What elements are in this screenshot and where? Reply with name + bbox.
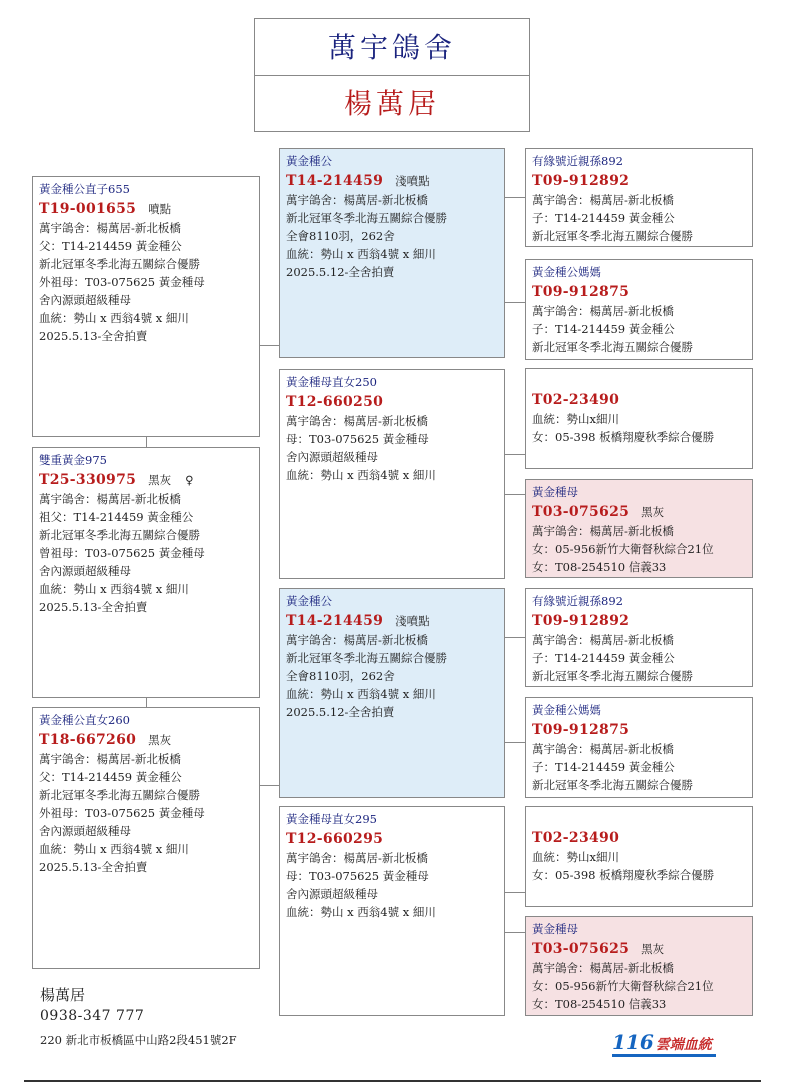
info-line: 血統：勢山x細川	[532, 412, 619, 426]
info-line: 萬宇鴿舍：楊萬居-新北板橋	[532, 524, 674, 538]
ring-number: T14-214459	[286, 173, 384, 189]
ring-number: T03-075625	[532, 941, 630, 957]
pigeon-card-sire2[interactable]	[279, 588, 505, 798]
feather-color: 淺噴點	[395, 614, 430, 628]
bottom-divider	[24, 1080, 761, 1082]
pigeon-name: 黃金種公	[286, 154, 332, 168]
pigeon-name: 有緣號近親孫892	[532, 594, 623, 608]
footer-address: 220 新北市板橋區中山路2段451號2F	[40, 1033, 237, 1047]
info-line: 母：T03-075625 黃金種母	[286, 432, 429, 446]
info-line: 舍內源頭超級種母	[39, 293, 131, 307]
pigeon-name: 黃金種公媽媽	[532, 265, 601, 279]
pigeon-name: 黃金種母直女295	[286, 812, 377, 826]
info-line: 舍內源頭超級種母	[39, 824, 131, 838]
info-line: 舍內源頭超級種母	[286, 450, 378, 464]
info-line: 萬宇鴿舍：楊萬居-新北板橋	[39, 752, 181, 766]
connector	[260, 785, 279, 786]
info-line: 血統：勢山 x 西翁4號 x 細川	[286, 687, 436, 701]
info-line: 女：05-956新竹大衛督秋綜合21位	[532, 542, 714, 556]
info-line: 女：T08-254510 信義33	[532, 997, 667, 1011]
female-icon: ♀	[185, 473, 194, 487]
info-line: 新北冠軍冬季北海五關綜合優勝	[39, 788, 200, 802]
pigeon-card-main2[interactable]	[32, 447, 260, 698]
connector	[504, 637, 525, 638]
info-line: 血統：勢山 x 西翁4號 x 細川	[286, 247, 436, 261]
pigeon-card-gs2[interactable]	[525, 368, 753, 469]
info-line: 2025.5.13-全舍拍賣	[39, 329, 148, 343]
ring-number: T25-330975	[39, 472, 137, 488]
ring-number: T12-660295	[286, 831, 384, 847]
info-line: 血統：勢山 x 西翁4號 x 細川	[39, 582, 189, 596]
info-line: 女：05-398 板橋翔慶秋季綜合優勝	[532, 868, 715, 882]
feather-color: 黑灰	[641, 505, 665, 519]
info-line: 萬宇鴿舍：楊萬居-新北板橋	[532, 304, 674, 318]
info-line: 新北冠軍冬季北海五關綜合優勝	[286, 211, 447, 225]
info-line: 萬宇鴿舍：楊萬居-新北板橋	[39, 492, 181, 506]
ring-number: T03-075625	[532, 504, 630, 520]
info-line: 2025.5.12-全舍拍賣	[286, 705, 395, 719]
info-line: 萬宇鴿舍：楊萬居-新北板橋	[532, 961, 674, 975]
info-line: 2025.5.13-全舍拍賣	[39, 600, 148, 614]
info-line: 血統：勢山x細川	[532, 850, 619, 864]
pigeon-name: 黃金種公媽媽	[532, 703, 601, 717]
footer-phone: 0938-347 777	[40, 1008, 145, 1024]
pigeon-name: 黃金種公	[286, 594, 332, 608]
connector	[504, 302, 525, 303]
footer-owner-name: 楊萬居	[40, 986, 86, 1004]
info-line: 新北冠軍冬季北海五關綜合優勝	[532, 669, 693, 683]
pigeon-name: 黃金種公直子655	[39, 182, 130, 196]
info-line: 外祖母：T03-075625 黃金種母	[39, 806, 205, 820]
info-line: 新北冠軍冬季北海五關綜合優勝	[286, 651, 447, 665]
info-line: 血統：勢山 x 西翁4號 x 細川	[39, 311, 189, 325]
pigeon-name: 黃金種公直女260	[39, 713, 130, 727]
info-line: 萬宇鴿舍：楊萬居-新北板橋	[286, 193, 428, 207]
info-line: 全會8110羽，262舍	[286, 229, 395, 243]
pigeon-card-dam1[interactable]	[279, 369, 505, 579]
info-line: 血統：勢山 x 西翁4號 x 細川	[286, 468, 436, 482]
connector	[146, 698, 147, 707]
info-line: 子：T14-214459 黃金種公	[532, 322, 675, 336]
loft-title: 萬宇鴿舍	[255, 19, 529, 76]
info-line: 外祖母：T03-075625 黃金種母	[39, 275, 205, 289]
pigeon-card-gs1[interactable]	[525, 148, 753, 247]
info-line: 女：T08-254510 信義33	[532, 560, 667, 574]
info-line: 新北冠軍冬季北海五關綜合優勝	[532, 340, 693, 354]
pigeon-name: 黃金種母	[532, 485, 578, 499]
pigeon-card-main3[interactable]	[32, 707, 260, 969]
ring-number: T18-667260	[39, 732, 137, 748]
info-line: 萬宇鴿舍：楊萬居-新北板橋	[286, 633, 428, 647]
info-line: 舍內源頭超級種母	[286, 887, 378, 901]
info-line: 父：T14-214459 黃金種公	[39, 770, 182, 784]
ring-number: T09-912892	[532, 173, 630, 189]
info-line: 母：T03-075625 黃金種母	[286, 869, 429, 883]
connector	[504, 892, 525, 893]
pigeon-card-gs4[interactable]	[525, 806, 753, 907]
info-line: 2025.5.12-全舍拍賣	[286, 265, 395, 279]
logo-text: 雲端血統	[655, 1037, 712, 1053]
connector	[504, 742, 525, 743]
feather-color: 噴點	[148, 202, 172, 216]
ring-number: T02-23490	[532, 392, 620, 408]
info-line: 萬宇鴿舍：楊萬居-新北板橋	[39, 221, 181, 235]
connector	[504, 454, 525, 455]
ring-number: T09-912875	[532, 722, 630, 738]
info-line: 女：05-956新竹大衛督秋綜合21位	[532, 979, 714, 993]
logo-number: 116	[612, 1030, 654, 1054]
pigeon-card-gd2[interactable]	[525, 479, 753, 578]
info-line: 新北冠軍冬季北海五關綜合優勝	[532, 229, 693, 243]
info-line: 全會8110羽，262舍	[286, 669, 395, 683]
info-line: 新北冠軍冬季北海五關綜合優勝	[532, 778, 693, 792]
ring-number: T19-001655	[39, 201, 137, 217]
pigeon-card-gs3[interactable]	[525, 588, 753, 687]
title-box	[254, 18, 530, 132]
info-line: 血統：勢山 x 西翁4號 x 細川	[286, 905, 436, 919]
ring-number: T02-23490	[532, 830, 620, 846]
logo-underline	[612, 1054, 716, 1057]
feather-color: 黑灰	[641, 942, 665, 956]
pigeon-name: 黃金種母	[532, 922, 578, 936]
info-line: 萬宇鴿舍：楊萬居-新北板橋	[532, 193, 674, 207]
pigeon-card-sire1[interactable]	[279, 148, 505, 358]
info-line: 萬宇鴿舍：楊萬居-新北板橋	[286, 414, 428, 428]
pigeon-card-gd4[interactable]	[525, 916, 753, 1016]
feather-color: 黑灰	[148, 733, 172, 747]
info-line: 萬宇鴿舍：楊萬居-新北板橋	[532, 742, 674, 756]
connector	[260, 345, 279, 346]
ring-number: T09-912892	[532, 613, 630, 629]
owner-title: 楊萬居	[343, 87, 440, 120]
ring-number: T09-912875	[532, 284, 630, 300]
connector	[504, 197, 525, 198]
pigeon-card-dam2[interactable]	[279, 806, 505, 1016]
info-line: 舍內源頭超級種母	[39, 564, 131, 578]
info-line: 萬宇鴿舍：楊萬居-新北板橋	[286, 851, 428, 865]
info-line: 血統：勢山 x 西翁4號 x 細川	[39, 842, 189, 856]
info-line: 祖父：T14-214459 黃金種公	[39, 510, 194, 524]
feather-color: 淺噴點	[395, 174, 430, 188]
info-line: 萬宇鴿舍：楊萬居-新北板橋	[532, 633, 674, 647]
feather-color: 黑灰	[148, 473, 172, 487]
info-line: 新北冠軍冬季北海五關綜合優勝	[39, 257, 200, 271]
ring-number: T12-660250	[286, 394, 384, 410]
pigeon-card-gd3[interactable]	[525, 697, 753, 798]
info-line: 子：T14-214459 黃金種公	[532, 211, 675, 225]
pigeon-name: 有緣號近親孫892	[532, 154, 623, 168]
pigeon-card-gd1[interactable]	[525, 259, 753, 360]
cloud-pedigree-logo[interactable]	[612, 1030, 722, 1058]
pigeon-name: 黃金種母直女250	[286, 375, 377, 389]
connector	[146, 437, 147, 447]
info-line: 子：T14-214459 黃金種公	[532, 651, 675, 665]
info-line: 新北冠軍冬季北海五關綜合優勝	[39, 528, 200, 542]
pigeon-name: 雙重黃金975	[39, 453, 107, 467]
pigeon-card-main1[interactable]	[32, 176, 260, 437]
info-line: 女：05-398 板橋翔慶秋季綜合優勝	[532, 430, 715, 444]
info-line: 曾祖母：T03-075625 黃金種母	[39, 546, 205, 560]
info-line: 2025.5.13-全舍拍賣	[39, 860, 148, 874]
info-line: 子：T14-214459 黃金種公	[532, 760, 675, 774]
connector	[504, 494, 525, 495]
ring-number: T14-214459	[286, 613, 384, 629]
info-line: 父：T14-214459 黃金種公	[39, 239, 182, 253]
connector	[504, 932, 525, 933]
